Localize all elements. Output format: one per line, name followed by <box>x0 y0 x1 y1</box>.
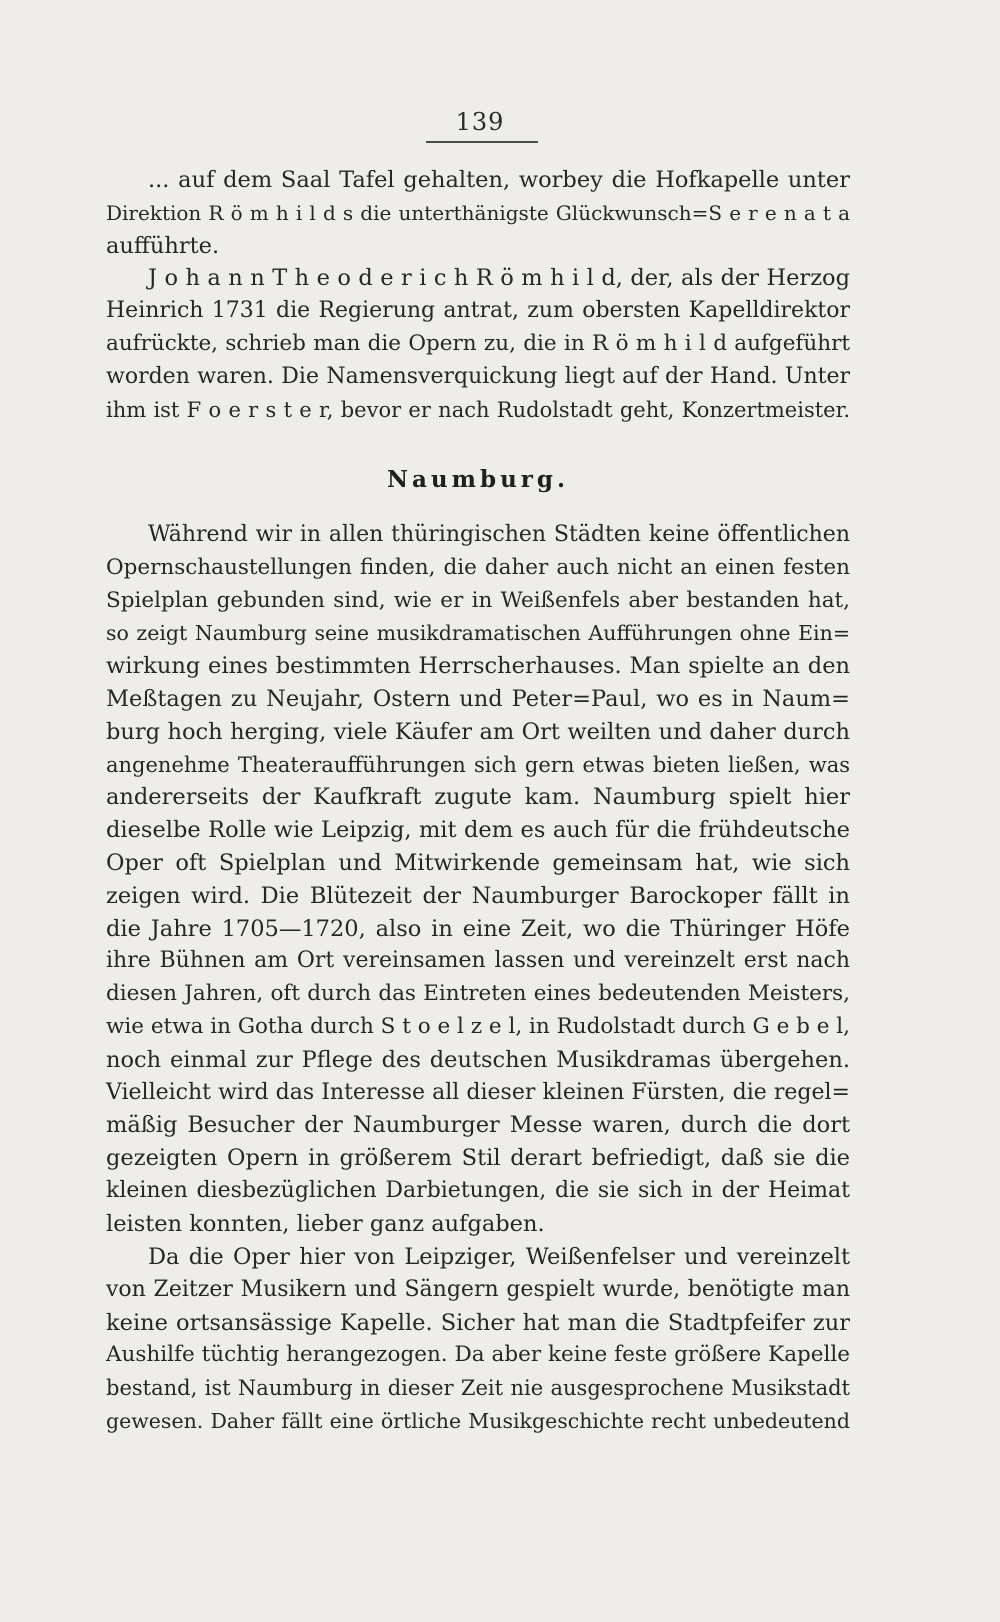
text-line: die Jahre 1705—1720, also in eine Zeit, wo die Thüringer Höfe <box>106 915 850 942</box>
text-line: Vielleicht wird das Interesse all dieser kleinen Fürsten, die regel= <box>106 1079 850 1105</box>
text-line: wirkung eines bestimmten Herrscherhauses. Man spielte an den <box>106 653 850 680</box>
text-line: worden waren. Die Namensverquickung liegt auf der Hand. Unter <box>106 363 850 389</box>
text-line: andererseits der Kaufkraft zugute kam. Naumburg spielt hier <box>106 784 850 811</box>
text-line: gezeigten Opern in größerem Stil derart befriedigt, daß sie die <box>106 1145 850 1172</box>
text-line: ihm ist F o e r s t e r, bevor er nach Rudolstadt geht, Konzertmeister. <box>106 397 850 422</box>
text-line: Oper oft Spielplan und Mitwirkende gemeinsam hat, wie sich <box>106 849 850 876</box>
text-line: angenehme Theateraufführungen sich gern etwas bieten ließen, was <box>106 752 850 777</box>
text-line: gewesen. Daher fällt eine örtliche Musikgeschichte recht unbedeutend <box>106 1408 850 1433</box>
text-line: leisten konnten, lieber ganz aufgaben. <box>106 1210 545 1237</box>
text-line: noch einmal zur Pflege des deutschen Musikdramas übergehen. <box>106 1046 850 1073</box>
paragraph-naumburg <box>106 519 850 1241</box>
text-line: Während wir in allen thüringischen Städten keine öffentlichen <box>148 522 850 547</box>
text-line: diesen Jahren, oft durch das Eintreten eines bedeutenden Meisters, <box>106 981 850 1007</box>
text-line: wie etwa in Gotha durch S t o e l z e l, in Rudolstadt durch G e b e l, <box>106 1013 850 1039</box>
text-line: J o h a n n T h e o d e r i c h R ö m h i l d, der, als der Herzog <box>148 265 850 292</box>
text-line: von Zeitzer Musikern und Sängern gespielt wurde, benötigte man <box>106 1276 850 1302</box>
text-line: Da die Oper hier von Leipziger, Weißenfelser und vereinzelt <box>148 1244 850 1270</box>
text-line: keine ortsansässige Kapelle. Sicher hat man die Stadtpfeifer zur <box>106 1309 850 1336</box>
paragraph-roemhild <box>106 164 850 426</box>
text-line: dieselbe Rolle wie Leipzig, mit dem es auch für die frühdeutsche <box>106 817 850 844</box>
text-line: burg hoch herging, viele Käufer am Ort weilten und daher durch <box>106 718 850 745</box>
text-line: so zeigt Naumburg seine musikdramatischen Aufführungen ohne Ein= <box>106 621 850 646</box>
page-number: 139 <box>455 108 505 136</box>
page-number-rule <box>426 141 538 143</box>
text-line: aufführte. <box>106 232 220 259</box>
text-line: Heinrich 1731 die Regierung antrat, zum obersten Kapelldirektor <box>106 298 850 324</box>
text-line: aufrückte, schrieb man die Opern zu, die in R ö m h i l d aufgeführt <box>106 330 850 356</box>
text-line: Aushilfe tüchtig herangezogen. Da aber keine feste größere Kapelle <box>106 1342 850 1368</box>
text-line: zeigen wird. Die Blütezeit der Naumburger Barockoper fällt in <box>106 882 850 909</box>
text-line: Meßtagen zu Neujahr, Ostern und Peter=Paul, wo es in Naum= <box>106 685 850 712</box>
text-line: kleinen diesbezüglichen Darbietungen, die sie sich in der Heimat <box>106 1177 850 1203</box>
paragraph-kapelle <box>106 1241 850 1438</box>
text-line: Opernschaustellungen finden, die daher auch nicht an einen festen <box>106 554 850 580</box>
text-line: bestand, ist Naumburg in dieser Zeit nie ausgesprochene Musikstadt <box>106 1376 850 1401</box>
section-heading: Naumburg. <box>387 466 569 493</box>
text-line: mäßig Besucher der Naumburger Messe waren, durch die dort <box>106 1112 850 1139</box>
text-line: ... auf dem Saal Tafel gehalten, worbey die Hofkapelle unter <box>148 167 850 193</box>
text-line: ihre Bühnen am Ort vereinsamen lassen und vereinzelt erst nach <box>106 948 850 974</box>
text-line: Direktion R ö m h i l d s die unterthänigste Glückwunsch=S e r e n a t a <box>106 200 850 225</box>
text-line: Spielplan gebunden sind, wie er in Weißenfels aber bestanden hat, <box>106 587 850 613</box>
